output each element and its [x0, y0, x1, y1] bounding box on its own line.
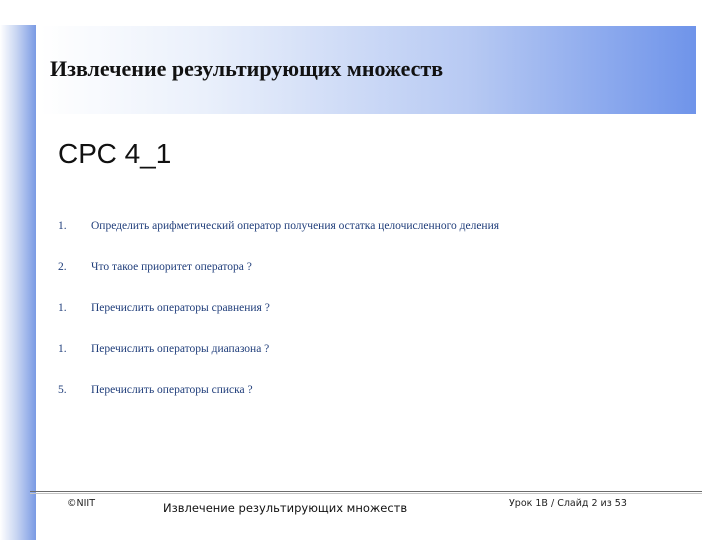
item-number: 1. — [58, 302, 67, 314]
footer-copyright: ©NIIT — [67, 498, 96, 509]
footer-title: Извлечение результирующих множеств — [163, 501, 408, 515]
item-number: 2. — [58, 261, 67, 273]
item-text: Перечислить операторы списка ? — [91, 384, 253, 396]
item-text: Перечислить операторы сравнения ? — [91, 302, 270, 314]
item-number: 1. — [58, 220, 67, 232]
left-decorative-bar — [0, 25, 36, 540]
footer-slide-number: Урок 1В / Слайд 2 из 53 — [509, 498, 627, 509]
item-text: Определить арифметический оператор получения остатка целочисленного деления — [91, 220, 500, 232]
item-text: Что такое приоритет оператора ? — [91, 261, 252, 273]
item-text: Перечислить операторы диапазона ? — [91, 343, 270, 355]
item-number: 1. — [58, 343, 67, 355]
slide-title: Извлечение результирующих множеств — [50, 56, 444, 81]
footer-divider-shadow — [30, 493, 702, 494]
item-number: 5. — [58, 384, 67, 396]
section-heading: СРС 4_1 — [58, 138, 172, 169]
footer-divider — [30, 491, 702, 492]
